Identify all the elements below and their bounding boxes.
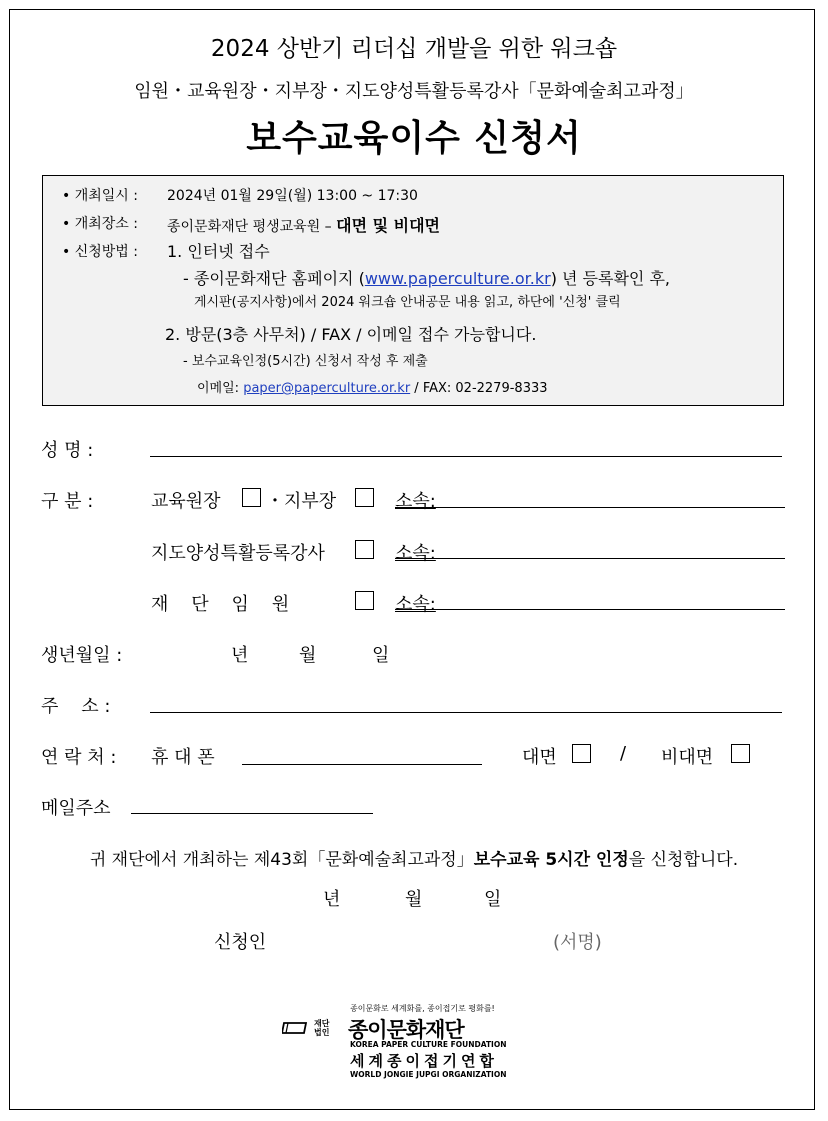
- info-date-value: 2024년 01월 29일(월) 13:00 ~ 17:30: [167, 188, 418, 204]
- declaration-a: 귀 재단에서 개최하는 제43회「문화예술최고과정」: [89, 850, 474, 870]
- info-method1-sub-a: - 종이문화재단 홈페이지 (: [183, 269, 365, 288]
- phone-field[interactable]: [242, 764, 482, 765]
- email-field[interactable]: [131, 813, 373, 814]
- online-label: 비대면: [661, 747, 714, 768]
- info-method1-sub-b: ) 년 등록확인 후,: [550, 269, 671, 288]
- info-method1: 1. 인터넷 접수: [167, 242, 270, 261]
- contact-label: 연 락 처 :: [41, 747, 117, 768]
- birth-year[interactable]: 년: [231, 645, 249, 666]
- instructor-checkbox[interactable]: [355, 540, 374, 559]
- affil-field-3[interactable]: [395, 609, 785, 610]
- address-field[interactable]: [150, 712, 782, 713]
- declaration-text: [0, 845, 828, 870]
- signature-field[interactable]: (서명): [553, 932, 602, 953]
- name-label: 성 명 :: [41, 440, 94, 461]
- affil-label-2: 소속:: [395, 543, 436, 564]
- phone-label: 휴 대 폰: [151, 747, 215, 768]
- info-place-mode: 대면 및 비대면: [336, 216, 441, 235]
- info-method1-sub2: 게시판(공지사항)에서 2024 워크숍 안내공문 내용 읽고, 하단에 '신청' 클릭: [194, 295, 621, 310]
- sign-month[interactable]: 월: [405, 889, 423, 910]
- info-date-label: • 개최일시 :: [62, 188, 138, 204]
- opt-instructor-label: 지도양성특활등록강사: [151, 543, 325, 564]
- online-checkbox[interactable]: [731, 744, 750, 763]
- info-place-label: • 개최장소 :: [62, 216, 138, 232]
- name-field[interactable]: [150, 456, 782, 457]
- logo-union-en: WORLD JONGIE JUPGI ORGANIZATION: [350, 1070, 507, 1079]
- info-contact: [197, 377, 548, 396]
- declaration-b: 보수교육 5시간 인정: [473, 850, 629, 870]
- affil-label-3: 소속:: [395, 594, 436, 615]
- logo-name-kr: 종이문화재단: [348, 1018, 464, 1042]
- applicant-label: 신청인: [214, 932, 267, 953]
- paper-fold-icon: [282, 1021, 308, 1035]
- logo-prefix: 재단법인: [314, 1019, 330, 1037]
- page-title: 보수교육이수 신청서: [246, 118, 582, 159]
- birth-label: 생년월일 :: [41, 645, 123, 666]
- branch-head-checkbox[interactable]: [355, 488, 374, 507]
- edu-director-checkbox[interactable]: [242, 488, 261, 507]
- opt-branch-label: ・지부장: [266, 491, 337, 512]
- birth-day[interactable]: 일: [372, 645, 390, 666]
- info-method-label: • 신청방법 :: [62, 244, 138, 260]
- affil-label-1: 소속:: [395, 491, 436, 512]
- homepage-link[interactable]: www.paperculture.or.kr: [364, 269, 551, 288]
- address-label: 주 소 :: [41, 696, 111, 717]
- affil-field-1[interactable]: [395, 507, 785, 508]
- email-label: 이메일:: [197, 381, 244, 396]
- info-method2-sub: - 보수교육인정(5시간) 신청서 작성 후 제출: [183, 354, 428, 369]
- affil-field-2[interactable]: [395, 558, 785, 559]
- logo-name-en: KOREA PAPER CULTURE FOUNDATION: [350, 1040, 507, 1049]
- target-audience: 임원・교육원장・지부장・지도양성특활등록강사「문화예술최고과정」: [134, 81, 694, 102]
- category-label: 구 분 :: [41, 491, 94, 512]
- exec-checkbox[interactable]: [355, 591, 374, 610]
- email-field-label: 메일주소: [41, 798, 111, 819]
- logo-union-kr: 세계종이접기연합: [350, 1052, 498, 1070]
- fax-value: / FAX: 02-2279-8333: [410, 381, 548, 396]
- birth-month[interactable]: 월: [299, 645, 317, 666]
- sign-year[interactable]: 년: [323, 889, 341, 910]
- sign-day[interactable]: 일: [484, 889, 502, 910]
- info-place-value: 종이문화재단 평생교육원 –: [167, 219, 337, 235]
- mode-slash: /: [620, 743, 627, 764]
- email-link[interactable]: paper@paperculture.or.kr: [243, 381, 411, 396]
- info-method2: 2. 방문(3층 사무처) / FAX / 이메일 접수 가능합니다.: [165, 325, 537, 344]
- info-method1-sub: [183, 266, 670, 289]
- info-place: [167, 213, 440, 236]
- foundation-logo: [278, 1003, 550, 1081]
- opt-exec-label: 재 단 임 원: [151, 594, 290, 615]
- opt-edu-director-label: 교육원장: [151, 491, 221, 512]
- in-person-checkbox[interactable]: [572, 744, 591, 763]
- declaration-c: 을 신청합니다.: [628, 850, 739, 870]
- workshop-title: 2024 상반기 리더십 개발을 위한 워크숍: [210, 36, 618, 62]
- in-person-label: 대면: [522, 747, 557, 768]
- logo-slogan: 종이문화로 세계화를, 종이접기로 평화를!: [350, 1004, 495, 1013]
